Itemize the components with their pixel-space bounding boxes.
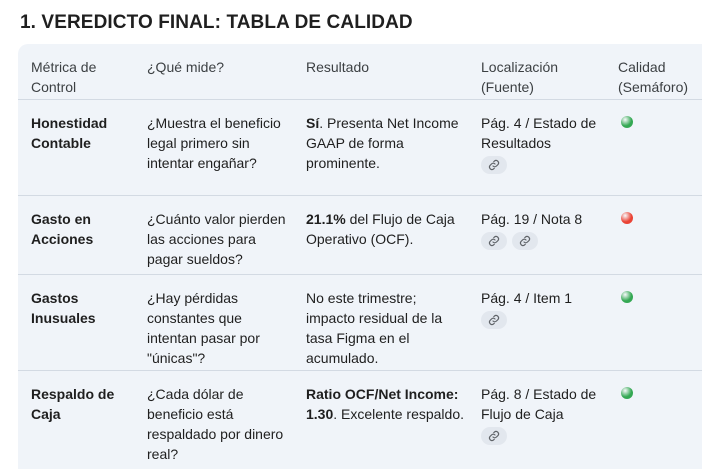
source-links [481,232,606,252]
header-result: Resultado [306,59,370,75]
what-cell: ¿Cuánto valor pierden las acciones para pagar sueldos? [147,211,286,267]
status-green-icon [621,116,633,128]
result-cell [306,384,468,424]
link-icon [488,235,500,247]
metric-cell: Gasto en Acciones [31,211,94,247]
what-cell: ¿Muestra el beneficio legal primero sin intentar engañar? [147,115,281,171]
result-text: No este trimestre; impacto residual de la tasa Figma en el acumulado. [306,290,443,366]
metric-cell: Respaldo de Caja [31,386,115,422]
status-green-icon [621,387,633,399]
source-links [481,156,606,176]
link-icon [488,430,500,442]
source-links [481,311,606,331]
location-text: Pág. 4 / Item 1 [481,290,573,306]
table-row [18,99,702,190]
header-metric: Métrica de Control [31,59,97,95]
table-row [18,274,702,365]
location-cell [481,384,606,447]
location-cell [481,209,606,252]
status-red-icon [621,212,633,224]
location-cell [481,113,606,176]
metric-cell: Honestidad Contable [31,115,108,151]
source-link-chip[interactable] [481,311,507,329]
source-links [481,427,606,447]
what-cell: ¿Hay pérdidas constantes que intentan pasar por "únicas"? [147,290,260,366]
metric-cell: Gastos Inusuales [31,290,96,326]
source-link-chip[interactable] [481,232,507,250]
link-icon [488,314,500,326]
location-text: Pág. 19 / Nota 8 [481,211,583,227]
location-cell [481,288,606,331]
source-link-chip[interactable] [512,232,538,250]
result-bold: Ratio OCF/Net Income: 1.30 [306,386,459,422]
table-header-row [18,44,702,96]
link-icon [519,235,531,247]
table-row [18,370,702,470]
result-text: del Flujo de Caja Operativo (OCF). [306,211,455,247]
result-text: . Excelente respaldo. [333,406,464,422]
location-text: Pág. 8 / Estado de Flujo de Caja [481,386,597,422]
header-what: ¿Qué mide? [147,59,225,75]
header-quality: Calidad (Semáforo) [618,59,689,95]
link-icon [488,159,500,171]
what-cell: ¿Cada dólar de beneficio está respaldado por dinero real? [147,386,284,462]
result-cell [306,288,468,368]
result-text: . Presenta Net Income GAAP de forma prominente. [306,115,459,171]
location-text: Pág. 4 / Estado de Resultados [481,115,597,151]
result-cell [306,113,468,173]
source-link-chip[interactable] [481,427,507,445]
table-row [18,195,702,268]
result-bold: Sí [306,115,320,131]
header-location: Localización (Fuente) [481,59,559,95]
quality-table [18,44,702,469]
status-green-icon [621,291,633,303]
result-cell [306,209,468,249]
source-link-chip[interactable] [481,156,507,174]
page-title: 1. VEREDICTO FINAL: TABLA DE CALIDAD [20,12,413,33]
result-bold: 21.1% [306,211,346,227]
